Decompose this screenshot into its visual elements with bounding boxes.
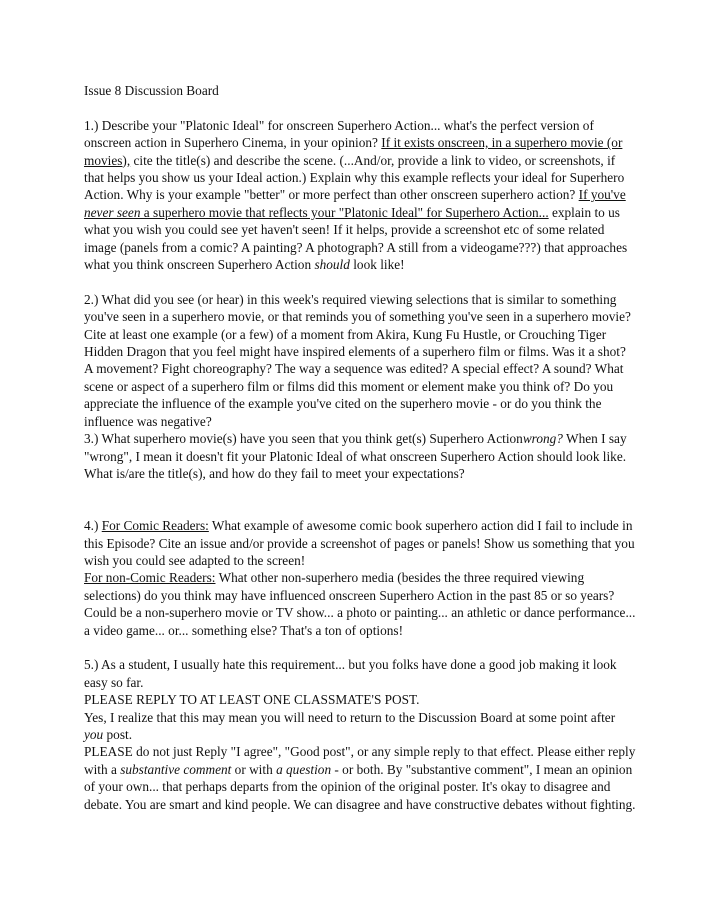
q5-yes-a: Yes, I realize that this may mean you will need to return to the Discussion Board at some point after [84, 709, 616, 725]
q1-text-a: 1.) Describe your "Platonic Ideal" for onscreen Superhero Action... what's the perfect version of onscreen action in Superhero Cinema, in your opinion? [84, 117, 594, 151]
question-3 [84, 430, 636, 482]
question-5-intro: 5.) As a student, I usually hate this requirement... but you folks have done a good job making it look easy so far. [84, 657, 617, 690]
q1-underline-part-2: a superhero movie that reflects your "Platonic Ideal" for Superhero Action... [140, 204, 549, 220]
q5-yes-b: post. [103, 726, 133, 742]
q4-comic-text: What example of awesome comic book superhero action did I fail to include in this Episode? Cite an issue and/or provide a screenshot of pages or panels! Show us something that you wish you could see adapted to the screen! [84, 518, 635, 568]
q5-please-b: or with [231, 761, 277, 777]
q5-italic-you: you [84, 726, 104, 742]
q4-comic-readers-label: For Comic Readers: [101, 518, 209, 534]
q5-please-c: - or both. By "substantive comment", I mean an opinion of your own... that perhaps departs from the opinion of the original poster. It's okay to disagree and debate. You are smart and kind people. We can disagree and have constructive debates without fighting. [84, 761, 636, 812]
q1-italic-should: should [314, 257, 350, 273]
q1-italic-never-seen: never seen [84, 204, 141, 220]
q5-please-a: PLEASE do not just Reply "I agree", "Good post", or any simple reply to that effect. Please either reply with a [84, 744, 636, 777]
document-body [84, 82, 636, 813]
q1-underline-part-1: If you've [578, 187, 626, 203]
question-2: 2.) What did you see (or hear) in this week's required viewing selections that is similar to something you've seen in a superhero movie, or that reminds you of something you've seen in a superhero movie? Cite at least one example (or a few) of a moment from Akira, Kung Fu Hustle, or Crouching Tiger Hidden Dragon that you feel might have inspired elements of a superhero film or films. Was it a shot? A movement? Fight choreography? The way a sequence was edited? A special effect? A sound? What scene or aspect of a superhero film or films did this moment or element make you think of? Do you appreciate the influence of the example you've cited on the superhero movie - or do you think the influence was negative? [84, 291, 631, 429]
question-1 [84, 117, 636, 274]
q4-noncomic-readers-label: For non-Comic Readers: [84, 570, 216, 586]
q5-italic-question: a question [276, 761, 332, 777]
q3-italic-wrong: wrong? [522, 431, 563, 447]
q4-prefix: 4.) [84, 518, 102, 534]
q3-text-c: When I say "wrong", I mean it doesn't fit your Platonic Ideal of what onscreen Superhero Action should look like. What is/are the title(s), and how do they fail to meet your expectations? [84, 431, 627, 481]
q1-text-c: cite the title(s) and describe the scene. (...And/or, provide a link to video, or screenshots, if that helps you show us your Ideal action.) Explain why this example reflects your ideal for Superhero Action. Why is your example "better" or more perfect than other onscreen superhero action? [84, 152, 625, 203]
question-5-yes [84, 709, 636, 744]
question-4-comic [84, 517, 636, 569]
q1-text-e: explain to us what you wish you could see yet haven't seen! If it helps, provide a screenshot etc of some related image (panels from a comic? A painting? A photograph? A still from a videogame???) that approaches what you think onscreen Superhero Action [84, 204, 628, 273]
q4-noncomic-text: What other non-superhero media (besides the three required viewing selections) do you think may have influenced onscreen Superhero Action in the past 85 or so years? Could be a non-superhero movie or TV show... a photo or painting... an athletic or dance performance... a video game... or... something else? That's a ton of options! [84, 570, 636, 638]
q1-underlined-exists: If it exists onscreen, in a superhero movie (or movies), [84, 135, 623, 168]
question-5-caps: PLEASE REPLY TO AT LEAST ONE CLASSMATE'S POST. [84, 692, 420, 708]
q3-text-a: 3.) What superhero movie(s) have you seen that you think get(s) Superhero Action [84, 431, 523, 447]
q1-text-g: look like! [349, 257, 405, 273]
question-5-please [84, 743, 636, 813]
question-4-noncomic [84, 569, 636, 639]
document-title: Issue 8 Discussion Board [84, 83, 219, 98]
q5-italic-substantive: substantive comment [120, 761, 232, 777]
